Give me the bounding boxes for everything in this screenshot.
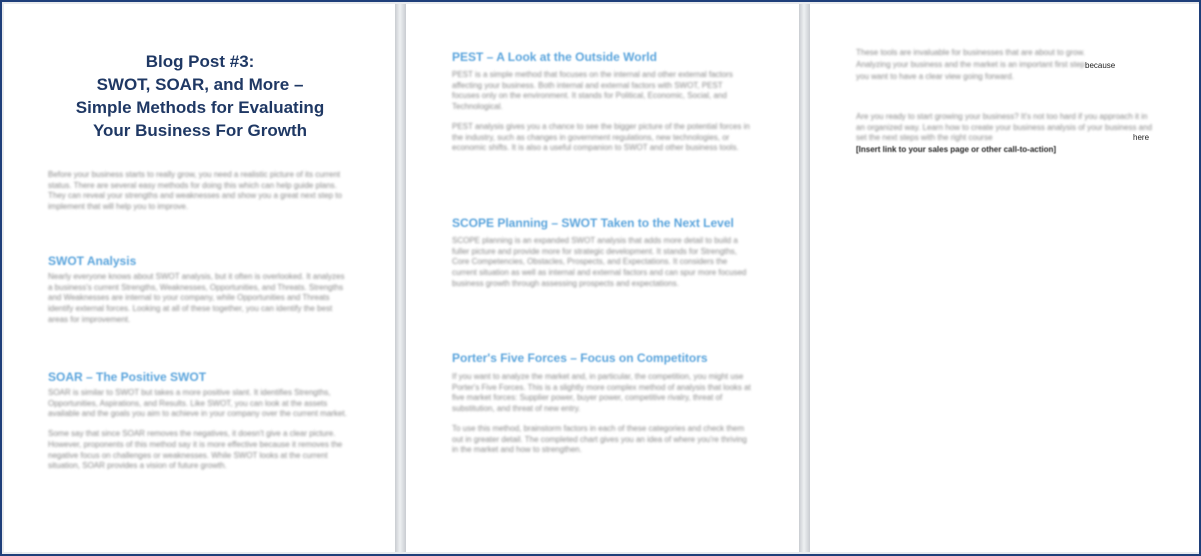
- section-body-swot: [48, 272, 348, 344]
- section-body-pest: [452, 70, 752, 176]
- section-text: SCOPE planning is an expanded SWOT analysis that adds more detail to build a fuller picture and provide more for strategic development. It stands for Strengths, Core Competencies, Obstacles, Prospects, and Expectations. It considers the current situation as well as internal and external factors and can spur more focused business growth through assessing prospects and expectations.: [452, 236, 747, 288]
- document-page-2: [406, 4, 799, 552]
- page-gutter: [799, 4, 810, 552]
- closing-body-line-2-tail: because: [1085, 61, 1116, 70]
- section-body-scope: [452, 236, 752, 306]
- intro-paragraph: [48, 170, 348, 226]
- section-body-porter: [452, 372, 752, 462]
- page-title: [42, 50, 358, 142]
- intro-text: Before your business starts to really grow, you need a realistic picture of its current status. There are several easy methods for doing this which can help guide plans. They can reveal your strengths and weaknesses and show you a great next step to implement that will help you to improve.: [48, 170, 342, 212]
- section-text: Some say that since SOAR removes the negatives, it doesn't give a clear picture. However, proponents of this method say it is more effective because it removes the negative focus on challenges or weaknesses. While SWOT looks at the current situation, SOAR provides a vision of future growth.: [48, 429, 343, 471]
- section-body-soar: [48, 388, 348, 498]
- title-line-3: Simple Methods for Evaluating: [75, 98, 325, 117]
- cta-text: Are you ready to start growing your business? It's not too hard if you approach it in an organized way. Learn how to create your business analysis of your business and set the next steps with the right course: [856, 112, 1153, 143]
- section-text: If you want to analyze the market and, in particular, the competition, you might use Porter's Five Forces. This is a slightly more complex method of analysis that looks at five market forces: Supplier power, buyer power, competitive rivalry, threat of substitution, and threat of new entry.: [452, 372, 751, 414]
- section-text: PEST analysis gives you a chance to see the bigger picture of the potential forces in the industry, such as changes in government regulations, new technologies, or economic shifts. It is also a useful companion to SWOT and other business tools.: [452, 121, 750, 153]
- closing-body-line-3: you want to have a clear view going forward.: [856, 72, 1014, 81]
- cta-link-placeholder[interactable]: [Insert link to your sales page or other call-to-action]: [856, 145, 1057, 154]
- section-text: To use this method, brainstorm factors in each of these categories and check them out in greater detail. The completed chart gives you an idea of where you're thriving in the market and how to strengthen.: [452, 423, 747, 455]
- section-text: SOAR is similar to SWOT but takes a more positive slant. It identifies Strengths, Opportunities, Aspirations, and Results. Like SWOT, you can look at the assets available and the goals you aim to achieve in your company over the current market.: [48, 388, 347, 419]
- title-line-1: Blog Post #3:: [145, 52, 255, 71]
- section-heading-soar: SOAR – The Positive SWOT: [48, 370, 207, 384]
- title-line-2: SWOT, SOAR, and More –: [96, 75, 304, 94]
- title-line-4: Your Business For Growth: [92, 121, 308, 140]
- page-gutter: [395, 4, 406, 552]
- section-heading-pest: PEST – A Look at the Outside World: [452, 50, 657, 64]
- document-page-3: [810, 4, 1199, 552]
- section-heading-scope: SCOPE Planning – SWOT Taken to the Next Level: [452, 216, 734, 230]
- closing-body-line-2: Analyzing your business and the market is an important first step: [856, 60, 1085, 69]
- document-page-1: [4, 4, 395, 552]
- closing-body-line-1: These tools are invaluable for businesses that are about to grow.: [856, 48, 1086, 57]
- closing-cta-here: here: [1133, 133, 1150, 142]
- section-text: Nearly everyone knows about SWOT analysis, but it often is overlooked. It analyzes a business's current Strengths, Weaknesses, Opportunities, and Threats. Strengths and Weaknesses are internal to your company, while Opportunities and Threats identify external forces. Looking at all of these together, you can identify the best areas for improvement.: [48, 272, 345, 324]
- section-heading-porter: Porter's Five Forces – Focus on Competitors: [452, 351, 708, 365]
- section-text: PEST is a simple method that focuses on the internal and other external factors affecting your business. Both internal and external factors with SWOT, PEST focuses only on the environment. It stands for Political, Economic, Social, and Technological.: [452, 70, 733, 112]
- section-heading-swot: SWOT Analysis: [48, 254, 137, 268]
